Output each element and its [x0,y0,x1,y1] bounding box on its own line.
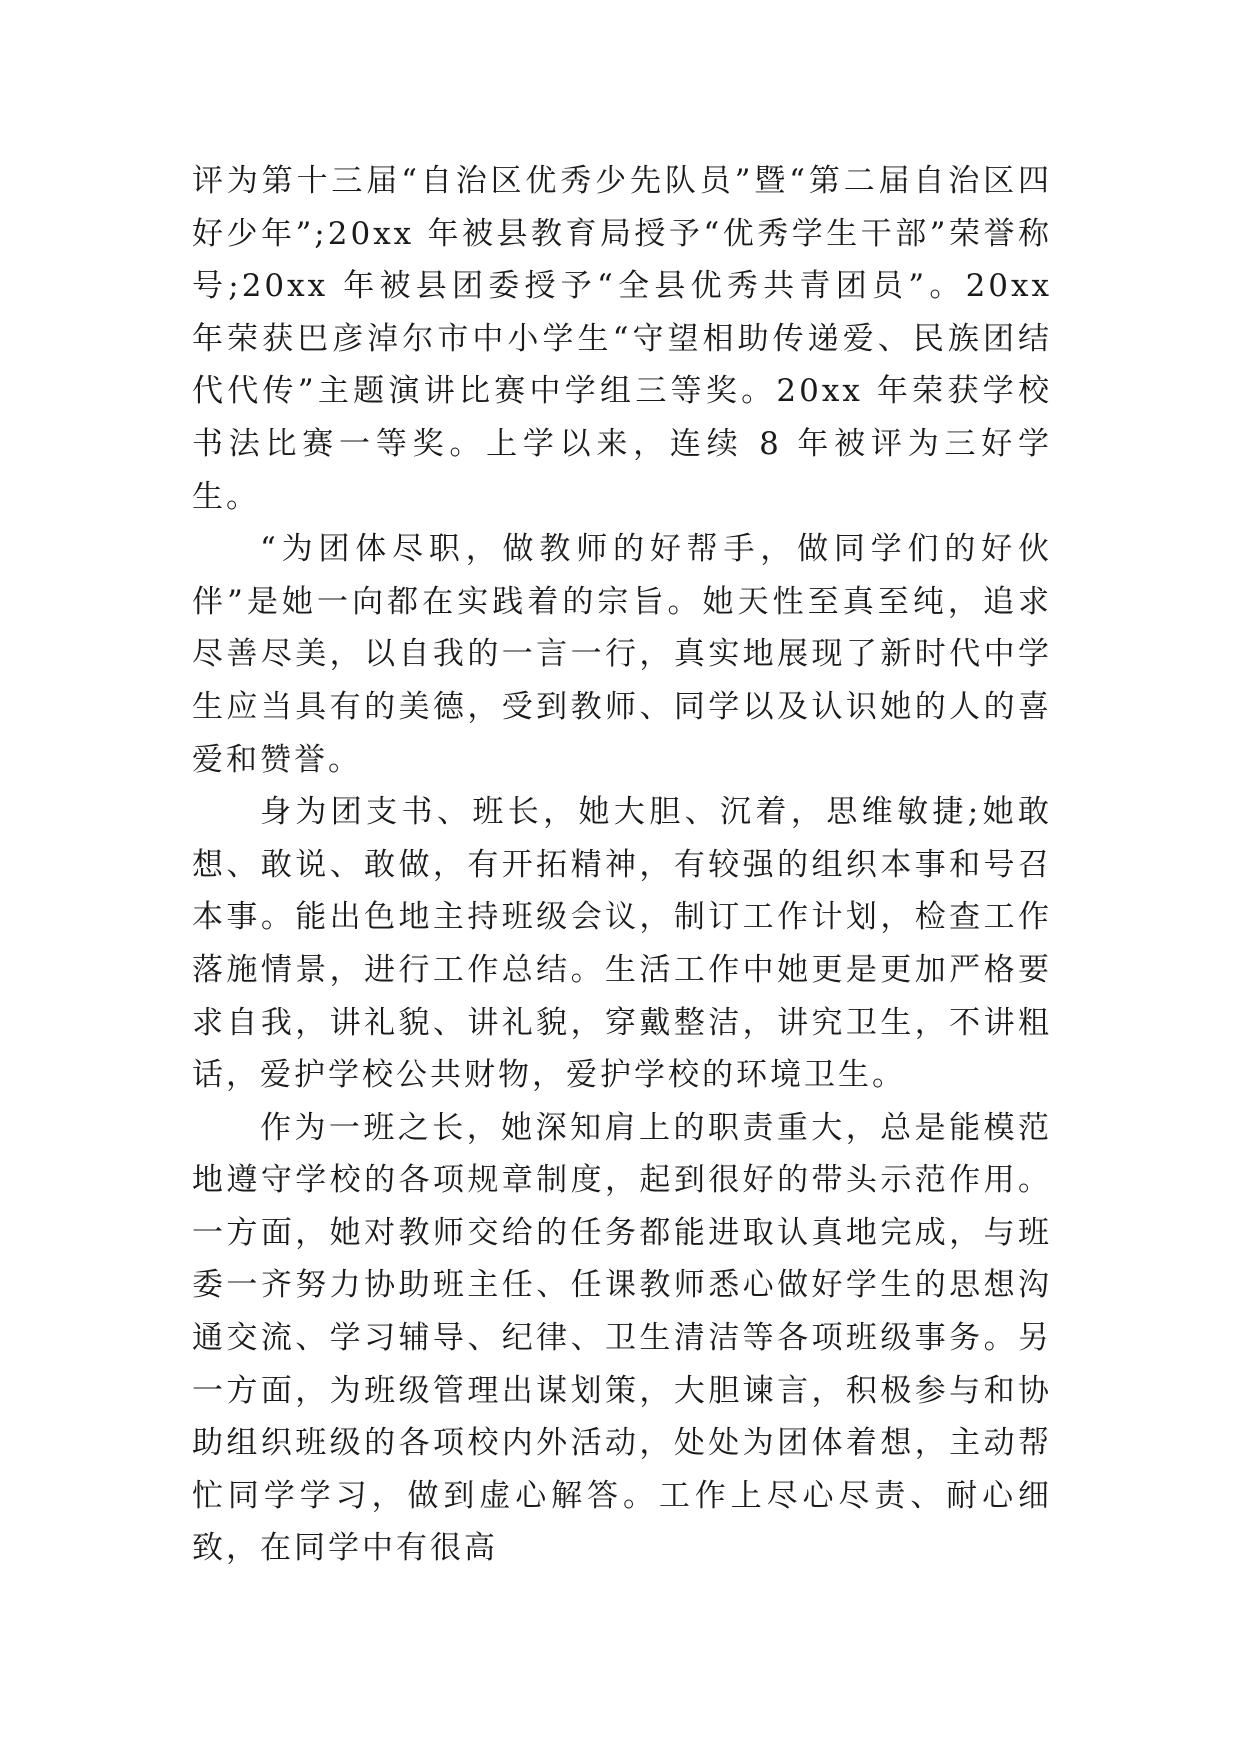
paragraph-2: “为团体尽职，做教师的好帮手，做同学们的好伙伴”是她一向都在实践着的宗旨。她天性至真至纯，追求尽善尽美，以自我的一言一行，真实地展现了新时代中学生应当具有的美德，受到教师、同学以及认识她的人的喜爱和赞誉。 [192,531,1052,778]
paragraph-1: 评为第十三届“自治区优秀少先队员”暨“第二届自治区四好少年”;20xx 年被县教育局授予“优秀学生干部”荣誉称号;20xx 年被县团委授予“全县优秀共青团员”。20xx 年荣获巴彦淖尔市中小学生“守望相助传递爱、民族团结代代传”主题演讲比赛中学组三等奖。20xx 年荣获学校书法比赛一等奖。上学以来，连续 8 年被评为三好学生。 [192,163,1052,515]
paragraph-4: 作为一班之长，她深知肩上的职责重大，总是能模范地遵守学校的各项规章制度，起到很好的带头示范作用。一方面，她对教师交给的任务都能进取认真地完成，与班委一齐努力协助班主任、任课教师悉心做好学生的思想沟通交流、学习辅导、纪律、卫生清洁等各项班级事务。另一方面，为班级管理出谋划策，大胆谏言，积极参与和协助组织班级的各项校内外活动，处处为团体着想，主动帮忙同学学习，做到虚心解答。工作上尽心尽责、耐心细致，在同学中有很高 [192,1109,1052,1567]
document-body [192,155,1052,1575]
paragraph-3: 身为团支书、班长，她大胆、沉着，思维敏捷;她敢想、敢说、敢做，有开拓精神，有较强的组织本事和号召本事。能出色地主持班级会议，制订工作计划，检查工作落施情景，进行工作总结。生活工作中她更是更加严格要求自我，讲礼貌、讲礼貌，穿戴整洁，讲究卫生，不讲粗话，爱护学校公共财物，爱护学校的环境卫生。 [192,794,1052,1094]
